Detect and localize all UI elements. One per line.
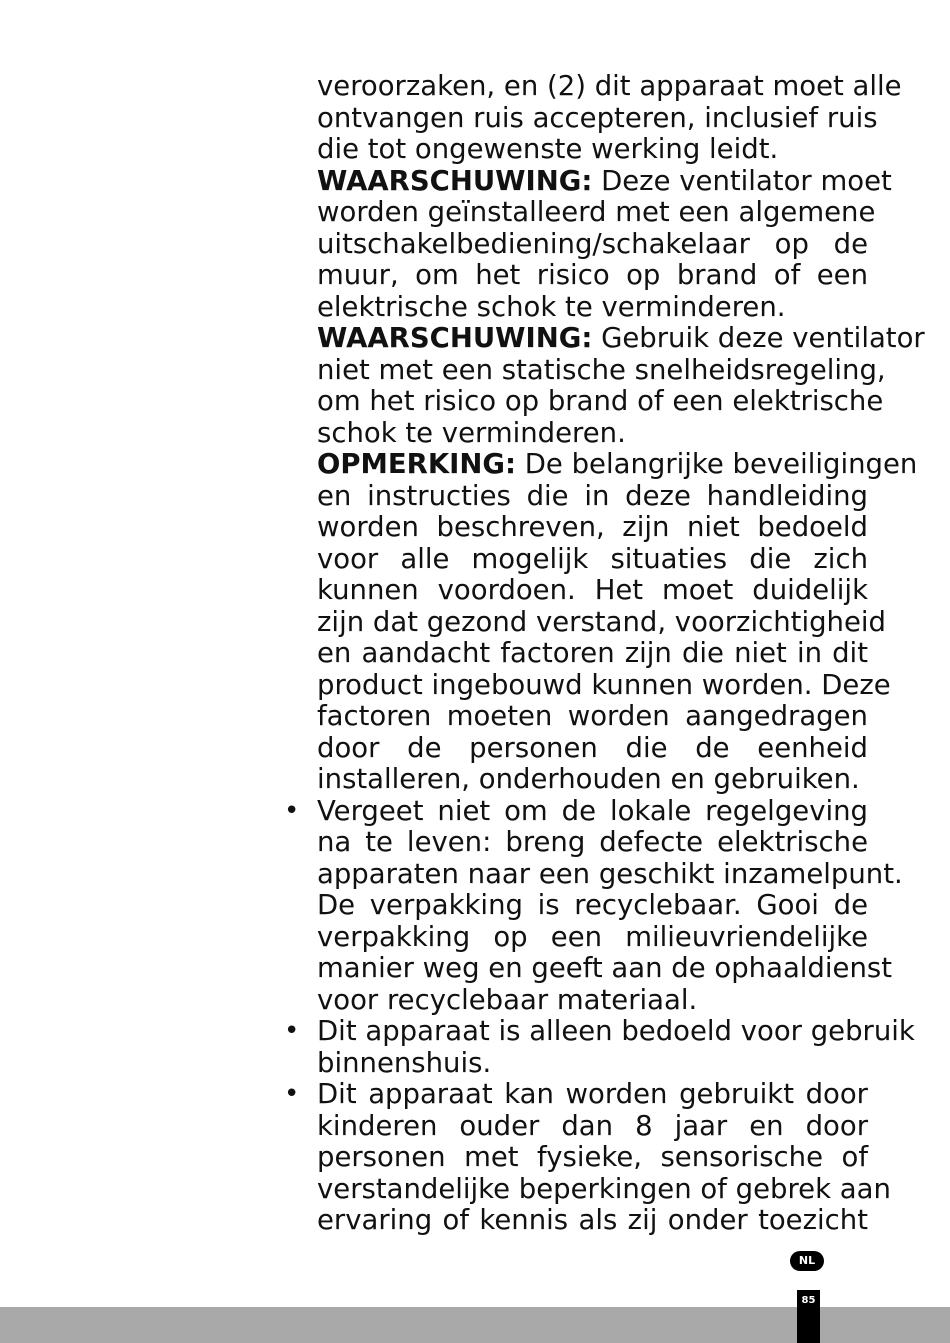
text-line: product ingebouwd kunnen worden. Deze — [317, 669, 891, 701]
text-line: schok te verminderen. — [317, 417, 626, 449]
text-line: uitschakelbediening/schakelaar op de — [317, 228, 868, 260]
text-line — [317, 322, 925, 354]
text-line-content: Deze ventilator moet — [592, 165, 892, 197]
text-line: factoren moeten worden aangedragen — [317, 700, 868, 732]
text-line: ontvangen ruis accepteren, inclusief ruis — [317, 102, 878, 134]
text-line: zijn dat gezond verstand, voorzichtigheid — [317, 606, 886, 638]
text-line: De verpakking is recyclebaar. Gooi de — [317, 889, 868, 921]
text-line: voor alle mogelijk situaties die zich — [317, 543, 868, 575]
text-line: Dit apparaat kan worden gebruikt door — [317, 1078, 868, 1110]
text-line: apparaten naar een geschikt inzamelpunt. — [317, 858, 903, 890]
text-line: personen met fysieke, sensorische of — [317, 1141, 868, 1173]
text-line: veroorzaken, en (2) dit apparaat moet alle — [317, 70, 902, 102]
text-line: Dit apparaat is alleen bedoeld voor gebruik — [317, 1015, 915, 1047]
text-line: en instructies die in deze handleiding — [317, 480, 868, 512]
text-line: door de personen die de eenheid — [317, 732, 868, 764]
text-line: worden beschreven, zijn niet bedoeld — [317, 511, 868, 543]
warning-label: OPMERKING: — [317, 448, 516, 480]
text-line: na te leven: breng defecte elektrische — [317, 826, 868, 858]
text-line: verstandelijke beperkingen of gebrek aan — [317, 1173, 891, 1205]
text-line: binnenshuis. — [317, 1047, 492, 1079]
text-line: kinderen ouder dan 8 jaar en door — [317, 1110, 868, 1142]
text-line: muur, om het risico op brand of een — [317, 259, 868, 291]
text-line: elektrische schok te verminderen. — [317, 291, 786, 323]
text-line: voor recyclebaar materiaal. — [317, 984, 698, 1016]
text-line: installeren, onderhouden en gebruiken. — [317, 763, 860, 795]
text-line: om het risico op brand of een elektrische — [317, 385, 884, 417]
warning-label: WAARSCHUWING: — [317, 165, 593, 197]
text-line: worden geïnstalleerd met een algemene — [317, 196, 876, 228]
text-line-content: De belangrijke beveiligingen — [516, 448, 918, 480]
text-line: ervaring of kennis als zij onder toezicht — [317, 1204, 868, 1236]
text-line: niet met een statische snelheidsregeling, — [317, 354, 886, 386]
warning-label: WAARSCHUWING: — [317, 322, 593, 354]
page-number: 85 — [801, 1295, 816, 1306]
text-line: manier weg en geeft aan de ophaaldienst — [317, 952, 892, 984]
text-line: kunnen voordoen. Het moet duidelijk — [317, 574, 868, 606]
text-line — [317, 448, 918, 480]
text-line: verpakking op een milieuvriendelijke — [317, 921, 868, 953]
language-badge: NL — [790, 1251, 824, 1271]
bullet-marker: • — [284, 1016, 300, 1046]
text-line: en aandacht factoren zijn die niet in dit — [317, 637, 868, 669]
text-line: die tot ongewenste werking leidt. — [317, 133, 779, 165]
bullet-marker: • — [284, 796, 300, 826]
text-line: Vergeet niet om de lokale regelgeving — [317, 795, 868, 827]
text-line-content: Gebruik deze ventilator — [592, 322, 925, 354]
bullet-marker: • — [284, 1079, 300, 1109]
text-line — [317, 165, 892, 197]
